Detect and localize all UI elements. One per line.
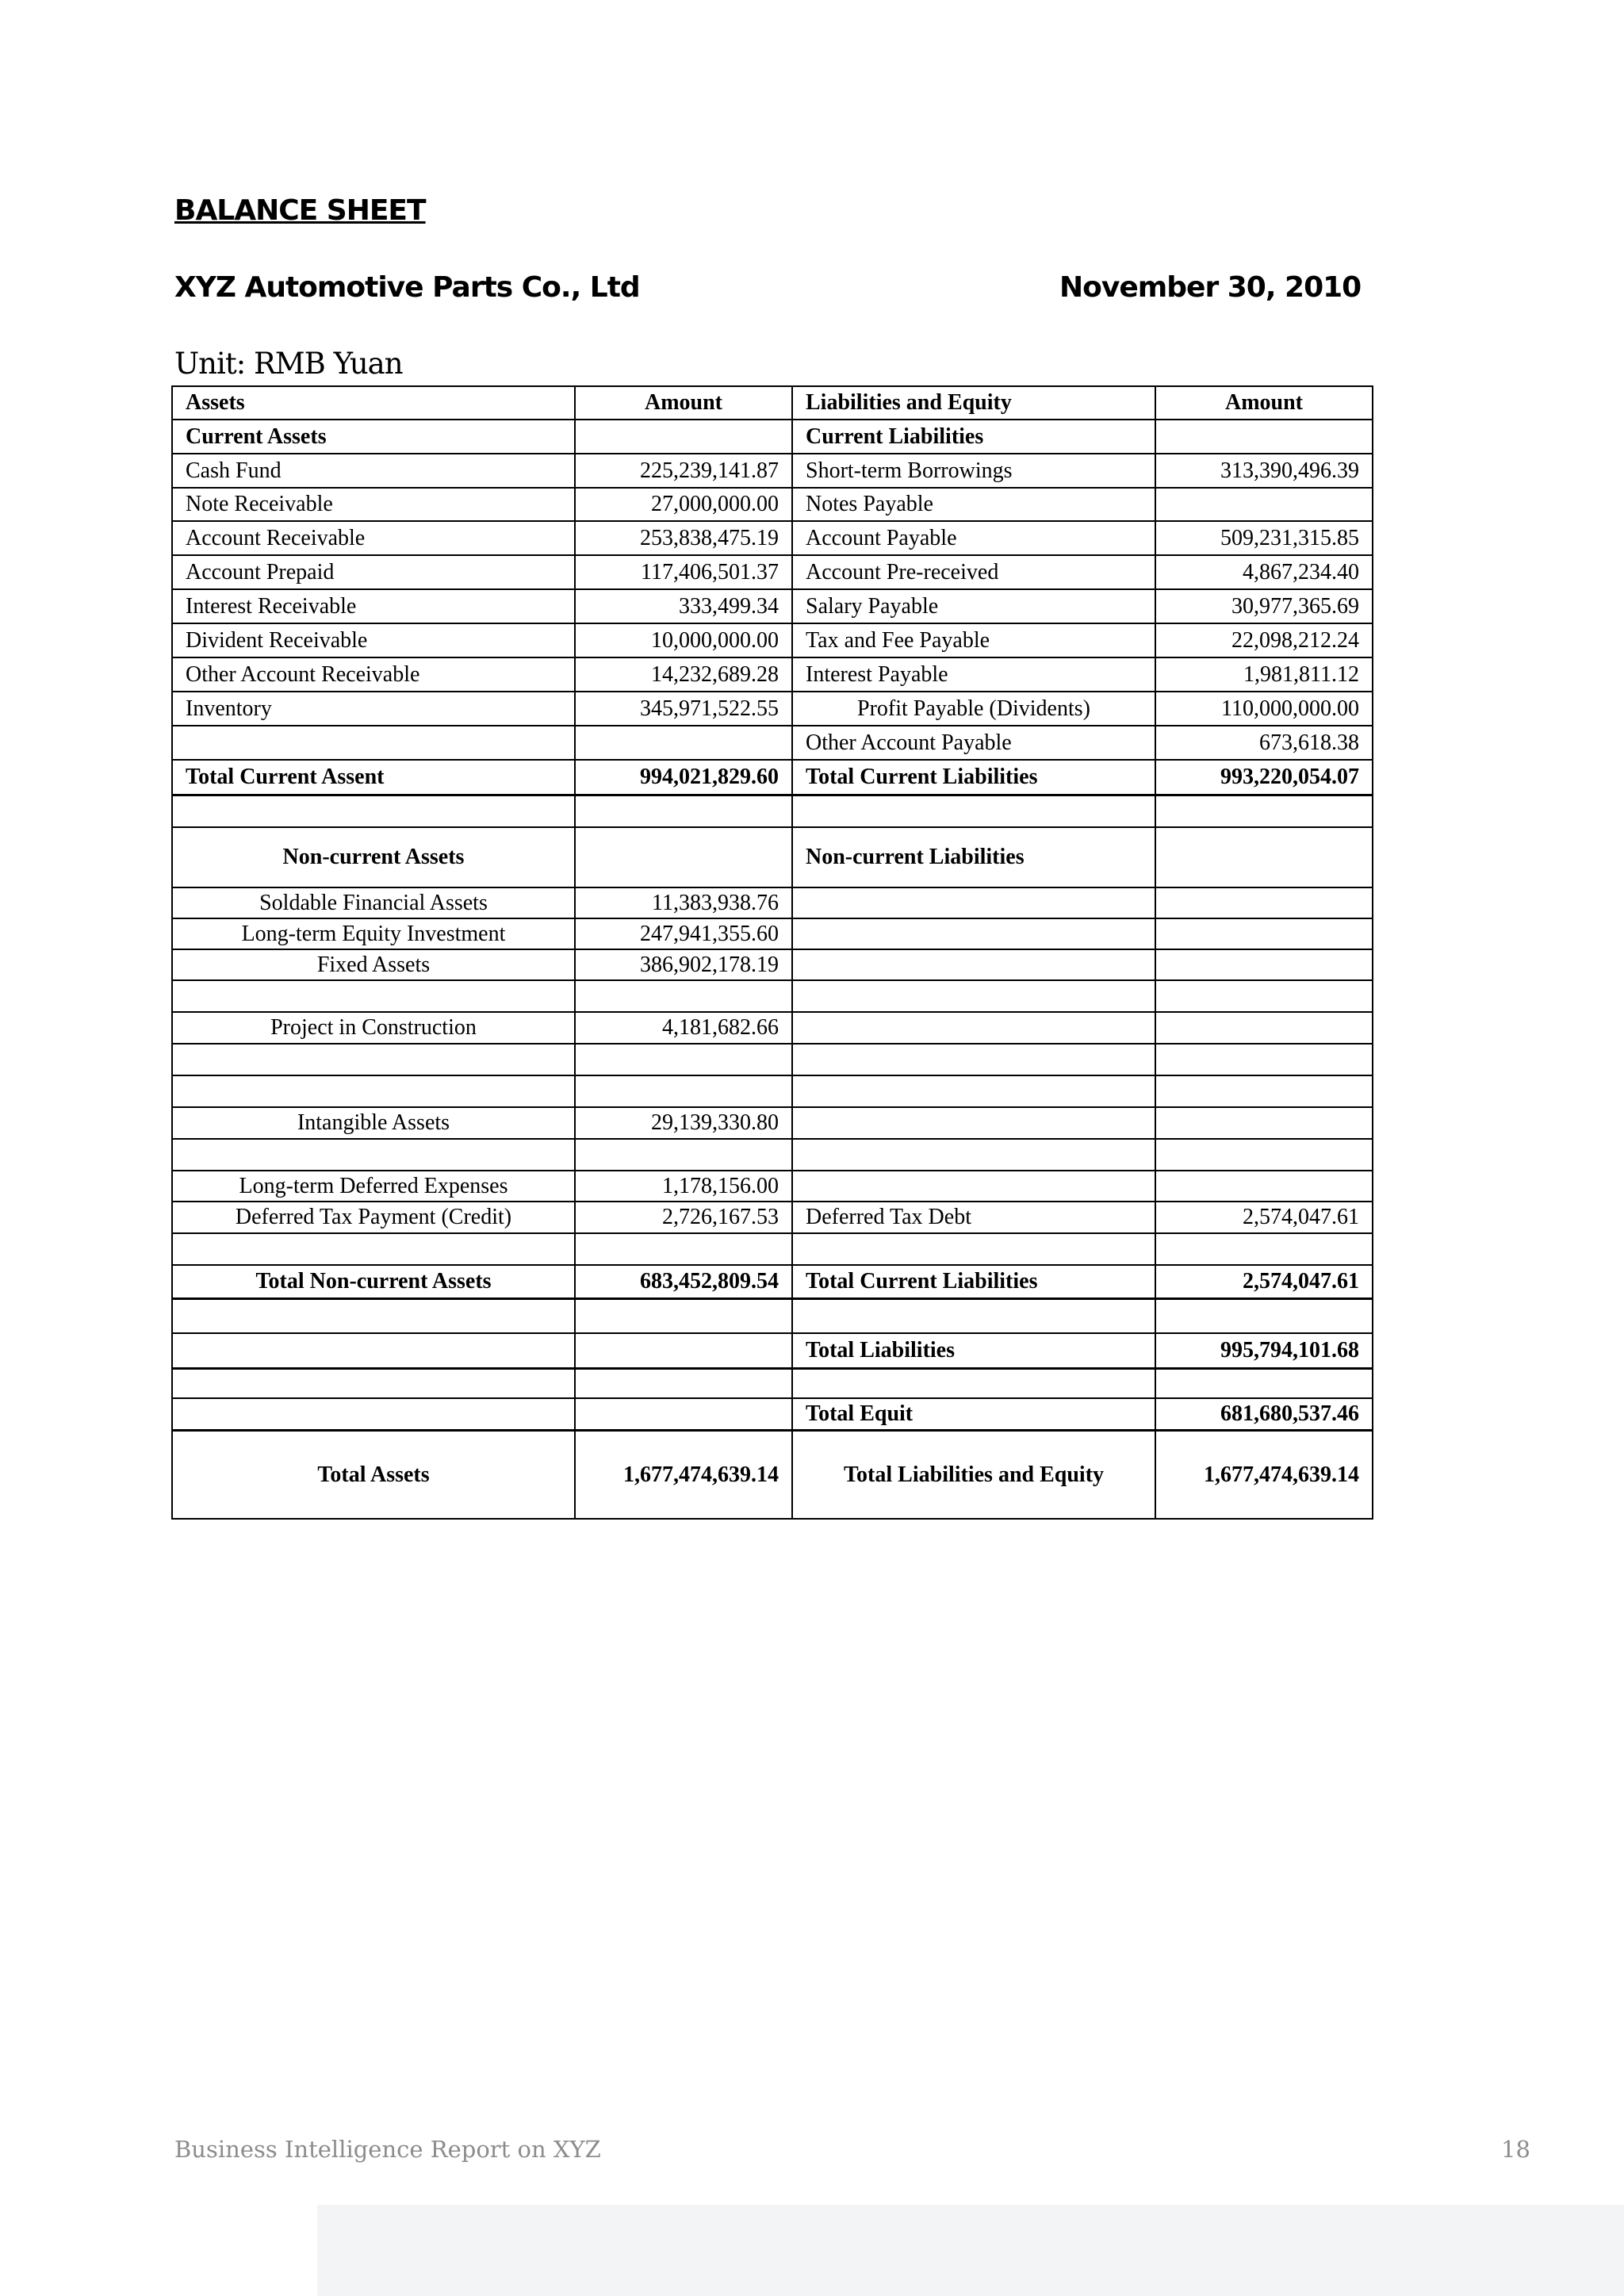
balance-sheet-table [171, 385, 1373, 1520]
table-row [172, 726, 1373, 760]
liability-amount [1155, 949, 1373, 980]
liability-label: Interest Payable [792, 657, 1155, 692]
asset-amount [575, 827, 792, 887]
asset-label: Divident Receivable [172, 623, 575, 657]
liability-amount [1155, 887, 1373, 918]
asset-label [172, 795, 575, 827]
liability-label [792, 1012, 1155, 1044]
asset-label: Soldable Financial Assets [172, 887, 575, 918]
asset-amount [575, 1298, 792, 1333]
asset-label: Account Prepaid [172, 555, 575, 589]
table-row [172, 1044, 1373, 1075]
liability-label [792, 795, 1155, 827]
asset-label: Deferred Tax Payment (Credit) [172, 1202, 575, 1233]
asset-amount: 683,452,809.54 [575, 1265, 792, 1298]
asset-label [172, 1398, 575, 1430]
asset-label: Long-term Deferred Expenses [172, 1171, 575, 1202]
asset-amount: 247,941,355.60 [575, 918, 792, 949]
table-row [172, 454, 1373, 488]
asset-label: Current Assets [172, 420, 575, 454]
liability-amount: 993,220,054.07 [1155, 760, 1373, 795]
asset-label [172, 1075, 575, 1107]
liability-label: Account Payable [792, 521, 1155, 555]
asset-amount [575, 1333, 792, 1368]
company-name: XYZ Automotive Parts Co., Ltd [174, 271, 640, 304]
table-row [172, 1233, 1373, 1265]
liability-amount [1155, 1044, 1373, 1075]
table-row [172, 521, 1373, 555]
asset-amount [575, 1044, 792, 1075]
liability-label: Salary Payable [792, 589, 1155, 623]
asset-label [172, 1233, 575, 1265]
table-row [172, 420, 1373, 454]
liability-label: Total Liabilities [792, 1333, 1155, 1368]
liability-amount: 2,574,047.61 [1155, 1265, 1373, 1298]
asset-amount: 11,383,938.76 [575, 887, 792, 918]
table-row [172, 918, 1373, 949]
liability-amount: 110,000,000.00 [1155, 692, 1373, 726]
liability-label [792, 1298, 1155, 1333]
page-bottom-shadow [317, 2205, 1624, 2296]
asset-amount: 27,000,000.00 [575, 488, 792, 521]
liability-label [792, 918, 1155, 949]
asset-amount: 1,677,474,639.14 [575, 1430, 792, 1519]
table-row [172, 692, 1373, 726]
liability-amount: 4,867,234.40 [1155, 555, 1373, 589]
asset-amount: 253,838,475.19 [575, 521, 792, 555]
footer-text: Business Intelligence Report on XYZ [174, 2136, 601, 2163]
liability-amount: 681,680,537.46 [1155, 1398, 1373, 1430]
asset-label: Total Assets [172, 1430, 575, 1519]
liability-label: Short-term Borrowings [792, 454, 1155, 488]
asset-amount [575, 1139, 792, 1171]
liability-label [792, 1368, 1155, 1398]
table-row [172, 980, 1373, 1012]
asset-amount [575, 1368, 792, 1398]
asset-amount [575, 726, 792, 760]
asset-label: Fixed Assets [172, 949, 575, 980]
liability-label: Profit Payable (Dividents) [792, 692, 1155, 726]
table-row [172, 1107, 1373, 1139]
asset-label: Total Non-current Assets [172, 1265, 575, 1298]
currency-unit: Unit: RMB Yuan [174, 347, 403, 381]
asset-label: Project in Construction [172, 1012, 575, 1044]
asset-label [172, 980, 575, 1012]
liability-amount [1155, 420, 1373, 454]
table-row [172, 887, 1373, 918]
liability-amount [1155, 488, 1373, 521]
asset-amount [575, 1075, 792, 1107]
liability-label [792, 980, 1155, 1012]
liability-label: Deferred Tax Debt [792, 1202, 1155, 1233]
liability-label [792, 1171, 1155, 1202]
asset-amount [575, 1398, 792, 1430]
asset-label: Long-term Equity Investment [172, 918, 575, 949]
table-row [172, 1139, 1373, 1171]
table-row [172, 1368, 1373, 1398]
liability-amount: 995,794,101.68 [1155, 1333, 1373, 1368]
asset-label: Non-current Assets [172, 827, 575, 887]
table-row [172, 795, 1373, 827]
asset-label [172, 1139, 575, 1171]
liability-label: Current Liabilities [792, 420, 1155, 454]
liability-amount: 22,098,212.24 [1155, 623, 1373, 657]
liability-amount: 1,981,811.12 [1155, 657, 1373, 692]
liability-amount: 673,618.38 [1155, 726, 1373, 760]
asset-label: Inventory [172, 692, 575, 726]
liability-label: Non-current Liabilities [792, 827, 1155, 887]
asset-amount [575, 980, 792, 1012]
liability-label [792, 1233, 1155, 1265]
liability-label [792, 1044, 1155, 1075]
table-row [172, 827, 1373, 887]
asset-amount: 14,232,689.28 [575, 657, 792, 692]
asset-label: Other Account Receivable [172, 657, 575, 692]
liability-amount [1155, 1171, 1373, 1202]
liability-label [792, 887, 1155, 918]
liability-amount [1155, 1368, 1373, 1398]
asset-amount: 225,239,141.87 [575, 454, 792, 488]
liability-amount [1155, 827, 1373, 887]
liability-amount: 509,231,315.85 [1155, 521, 1373, 555]
liability-amount [1155, 980, 1373, 1012]
asset-label: Account Receivable [172, 521, 575, 555]
asset-label [172, 1368, 575, 1398]
total-non-current-row [172, 1265, 1373, 1298]
liability-amount [1155, 795, 1373, 827]
liability-amount: 1,677,474,639.14 [1155, 1430, 1373, 1519]
liability-label [792, 1075, 1155, 1107]
header-liabilities-equity: Liabilities and Equity [792, 386, 1155, 420]
liability-label: Other Account Payable [792, 726, 1155, 760]
table-row [172, 949, 1373, 980]
liability-amount [1155, 1107, 1373, 1139]
liability-amount [1155, 1139, 1373, 1171]
table-row [172, 1298, 1373, 1333]
asset-label [172, 1044, 575, 1075]
page-number: 18 [1501, 2136, 1530, 2163]
liability-label: Total Equit [792, 1398, 1155, 1430]
total-equity-row [172, 1398, 1373, 1430]
asset-label: Intangible Assets [172, 1107, 575, 1139]
asset-amount: 117,406,501.37 [575, 555, 792, 589]
total-current-row [172, 760, 1373, 795]
header-assets: Assets [172, 386, 575, 420]
liability-label: Account Pre-received [792, 555, 1155, 589]
liability-amount: 2,574,047.61 [1155, 1202, 1373, 1233]
liability-amount [1155, 918, 1373, 949]
asset-amount [575, 1233, 792, 1265]
table-row [172, 657, 1373, 692]
asset-amount [575, 420, 792, 454]
liability-amount: 313,390,496.39 [1155, 454, 1373, 488]
liability-amount [1155, 1075, 1373, 1107]
liability-label: Tax and Fee Payable [792, 623, 1155, 657]
asset-amount: 1,178,156.00 [575, 1171, 792, 1202]
grand-total-row [172, 1430, 1373, 1519]
asset-label: Cash Fund [172, 454, 575, 488]
liability-label [792, 949, 1155, 980]
liability-amount [1155, 1233, 1373, 1265]
asset-amount: 386,902,178.19 [575, 949, 792, 980]
liability-label: Total Current Liabilities [792, 760, 1155, 795]
asset-amount: 29,139,330.80 [575, 1107, 792, 1139]
liability-label: Total Current Liabilities [792, 1265, 1155, 1298]
table-row [172, 488, 1373, 521]
table-row [172, 1075, 1373, 1107]
table-row [172, 1012, 1373, 1044]
document-title: BALANCE SHEET [174, 194, 426, 227]
asset-label: Total Current Assent [172, 760, 575, 795]
table-row [172, 555, 1373, 589]
asset-amount: 333,499.34 [575, 589, 792, 623]
header-amount-assets: Amount [575, 386, 792, 420]
report-date: November 30, 2010 [1059, 271, 1362, 304]
asset-label: Note Receivable [172, 488, 575, 521]
asset-amount: 2,726,167.53 [575, 1202, 792, 1233]
liability-label: Notes Payable [792, 488, 1155, 521]
total-liabilities-row [172, 1333, 1373, 1368]
header-row [172, 386, 1373, 420]
table-row [172, 1202, 1373, 1233]
liability-label [792, 1107, 1155, 1139]
table-row [172, 1171, 1373, 1202]
header-amount-liabilities: Amount [1155, 386, 1373, 420]
liability-amount [1155, 1298, 1373, 1333]
table-row [172, 623, 1373, 657]
asset-amount [575, 795, 792, 827]
asset-amount: 994,021,829.60 [575, 760, 792, 795]
asset-label [172, 1298, 575, 1333]
liability-amount: 30,977,365.69 [1155, 589, 1373, 623]
asset-label [172, 726, 575, 760]
liability-label [792, 1139, 1155, 1171]
asset-amount: 10,000,000.00 [575, 623, 792, 657]
liability-amount [1155, 1012, 1373, 1044]
table-row [172, 589, 1373, 623]
asset-label [172, 1333, 575, 1368]
asset-label: Interest Receivable [172, 589, 575, 623]
asset-amount: 345,971,522.55 [575, 692, 792, 726]
asset-amount: 4,181,682.66 [575, 1012, 792, 1044]
liability-label: Total Liabilities and Equity [792, 1430, 1155, 1519]
